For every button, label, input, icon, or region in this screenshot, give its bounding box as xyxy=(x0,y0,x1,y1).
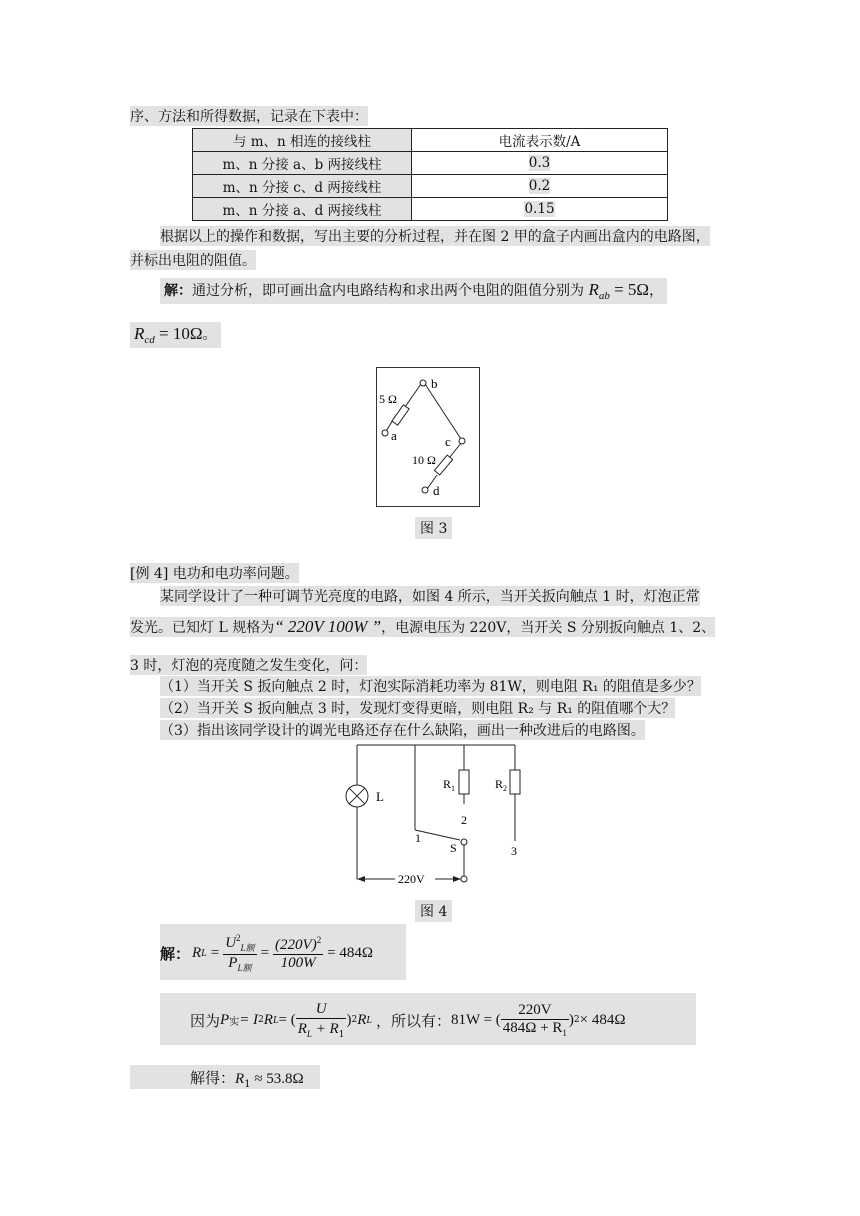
table-cell: m、n 分接 c、d 两接线柱 xyxy=(193,175,412,198)
eq-subscript: L xyxy=(201,947,207,959)
example4-line3: 3 时，灯泡的亮度随之发生变化，问： xyxy=(130,655,367,675)
label-5-ohm: 5 Ω xyxy=(379,392,397,406)
solve-label: 解得： xyxy=(190,1069,236,1087)
label-r1: $R_1$ xyxy=(443,777,456,793)
punct: ， xyxy=(649,283,664,299)
solution-label: 解： xyxy=(164,283,192,299)
label-d: d xyxy=(433,483,440,498)
table-value: 0.3 xyxy=(528,155,551,171)
lamp-rating: “ 220V 100W ” xyxy=(274,617,382,636)
label-contact-2: 2 xyxy=(461,813,467,827)
switch-arm xyxy=(415,830,460,840)
table-header-cell: 与 m、n 相连的接线柱 xyxy=(193,129,412,152)
table-cell: m、n 分接 a、d 两接线柱 xyxy=(193,198,412,221)
solution1-text: 通过分析，即可画出盒内电路结构和求出两个电阻的阻值分别为 xyxy=(192,283,584,299)
question-1: （1）当开关 S 扳向触点 2 时，灯泡实际消耗功率为 81W，则电阻 R₁ 的阻值是多少？ xyxy=(160,676,701,696)
example4-line2-a: 发光。已知灯 L 规格为 xyxy=(130,620,275,636)
eq-value: = 5Ω xyxy=(609,280,650,299)
figure-3 xyxy=(376,367,480,507)
fraction: $\frac{U^2_{L额}}{P_{L额}}$ xyxy=(225,932,255,973)
terminal-a xyxy=(382,430,388,436)
eq-symbol: R xyxy=(235,1071,245,1087)
eq-symbol: R xyxy=(134,324,145,343)
eq-equals: = xyxy=(260,944,270,961)
label-contact-1: 1 xyxy=(415,831,421,845)
so-text: ，所以有： xyxy=(375,1011,451,1030)
power-equation: 因为 P 实 = I 2 R L = ( $\frac{U}{R_L + R_1}$ ) 2 R L ，所以有： 81W = ( $\frac{220V}{484\Omega + R_1}$ ) 2 × 484Ω xyxy=(160,993,696,1045)
solution-label: 解： xyxy=(160,945,191,963)
eq-symbol: P xyxy=(220,1011,230,1028)
label-a: a xyxy=(391,428,397,443)
example4-title: [例 4] 电功和电功率问题。 xyxy=(130,563,299,583)
terminal-d xyxy=(422,487,428,493)
eq-symbol: R xyxy=(588,280,599,299)
fraction: $\frac{(220V)^2}{100W}$ xyxy=(275,934,322,971)
figure-4 xyxy=(340,738,540,888)
question-2: （2）当开关 S 扳向触点 3 时，发现灯变得更暗，则电阻 R₂ 与 R₁ 的阻值哪个大？ xyxy=(160,698,675,718)
eq-value: = 10Ω xyxy=(154,324,203,343)
table-cell xyxy=(412,152,668,175)
switch-pivot xyxy=(461,839,467,845)
because-text: 因为 xyxy=(190,1011,221,1030)
eq-subscript: 实 xyxy=(229,1016,240,1028)
fraction: $\frac{U}{R_L + R_1}$ xyxy=(297,1000,345,1040)
terminal-c xyxy=(459,438,465,444)
label-contact-3: 3 xyxy=(511,844,517,858)
table-cell: m、n 分接 a、b 两接线柱 xyxy=(193,152,412,175)
figure-3-caption: 图 3 xyxy=(415,517,452,539)
example4-line2 xyxy=(130,617,715,637)
terminal-b xyxy=(420,380,426,386)
para1-line1: 根据以上的操作和数据，写出主要的分析过程，并在图 2 甲的盒子内画出盒内的电路图， xyxy=(160,226,710,246)
solution1-line xyxy=(160,278,667,304)
solve-result xyxy=(130,1065,320,1089)
resistor-10-ohm xyxy=(434,455,452,475)
para1-line2: 并标出电阻的阻值。 xyxy=(130,250,256,270)
example4-line2-b: ，电源电压为 220V，当开关 S 分别扳向触点 1、2、 xyxy=(381,620,716,636)
question-3: （3）指出该同学设计的调光电路还存在什么缺陷，画出一种改进后的电路图。 xyxy=(160,720,645,740)
eq-equals: = xyxy=(210,944,220,961)
data-table xyxy=(192,128,668,221)
label-10-ohm: 10 Ω xyxy=(412,453,436,467)
table-row xyxy=(193,175,668,198)
table-cell xyxy=(412,198,668,221)
label-lamp: L xyxy=(376,789,384,804)
eq-part: = I xyxy=(239,1011,259,1028)
solution1-line2 xyxy=(130,322,221,348)
example4-line1: 某同学设计了一种可调节光亮度的电路，如图 4 所示，当开关扳向触点 1 时，灯泡正常 xyxy=(160,586,700,606)
table-value: 0.15 xyxy=(524,201,555,217)
label-b: b xyxy=(431,376,438,391)
punct: 。 xyxy=(202,327,217,343)
table-row xyxy=(193,198,668,221)
table-value: 0.2 xyxy=(528,178,551,194)
label-voltage: 220V xyxy=(398,872,425,886)
resistor-5-ohm xyxy=(392,405,409,425)
table-cell xyxy=(412,175,668,198)
fraction: $\frac{220V}{484\Omega + R_1}$ xyxy=(502,1002,567,1038)
terminal-bottom xyxy=(461,876,467,882)
intro-line: 序、方法和所得数据，记录在下表中： xyxy=(130,106,368,126)
label-c: c xyxy=(445,434,451,449)
eq-subscript: ab xyxy=(598,289,610,302)
eq-subscript: cd xyxy=(144,333,155,346)
eq-subscript: 1 xyxy=(244,1079,251,1090)
table-header-cell: 电流表示数/A xyxy=(412,129,668,152)
eq-part: 81W = ( xyxy=(450,1011,501,1028)
label-switch: S xyxy=(450,841,457,855)
table-row xyxy=(193,152,668,175)
solution2-formula xyxy=(160,924,406,980)
eq-result: = 484Ω xyxy=(327,944,374,961)
figure-4-caption: 图 4 xyxy=(415,900,452,922)
eq-value: ≈ 53.8Ω xyxy=(250,1071,304,1087)
table-header-row xyxy=(193,129,668,152)
eq-symbol: R xyxy=(192,944,202,961)
resistor-r1 xyxy=(459,770,469,794)
resistor-r2 xyxy=(510,770,520,794)
label-r2: $R_2$ xyxy=(495,777,508,793)
